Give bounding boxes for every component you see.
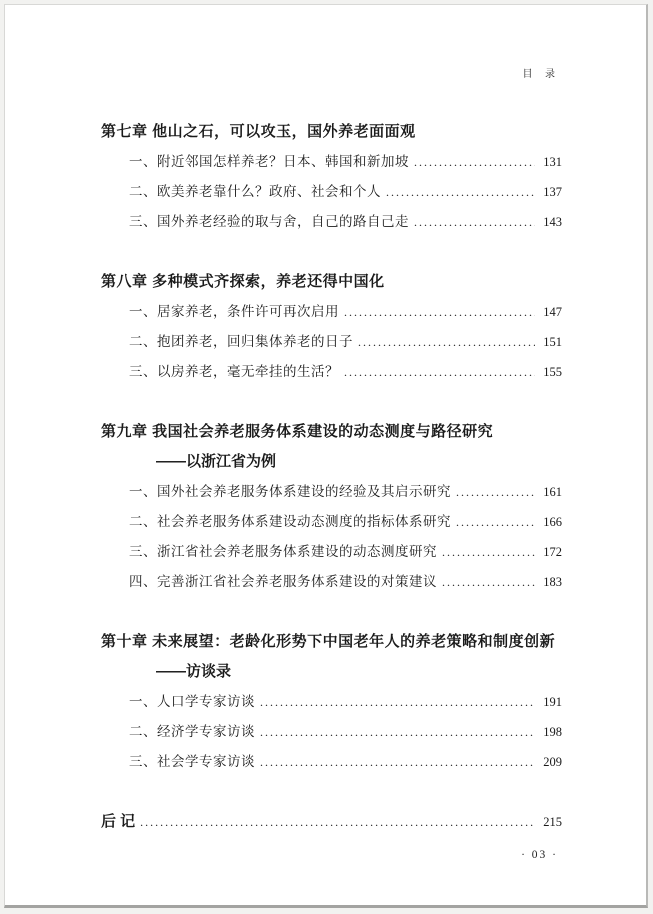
toc-entry [101,477,562,507]
chapter-8-section [101,267,562,387]
entry-page-number: 198 [543,725,562,739]
dot-leader [414,147,535,177]
toc-entry [101,147,562,177]
toc-entry [101,687,562,717]
chapter-10-section [101,627,562,777]
toc-entry [101,177,562,207]
toc-content [101,117,562,837]
chapter-title: 第九章 我国社会养老服务体系建设的动态测度与路径研究 [101,423,494,440]
dot-leader [414,207,535,237]
toc-entry [101,357,562,387]
entry-page-number: 183 [543,575,562,589]
toc-page [4,4,648,908]
entry-title: 三、国外养老经验的取与舍，自己的路自己走 [129,214,409,229]
entry-title: 一、附近邻国怎样养老？日本、韩国和新加坡 [129,154,409,169]
dot-leader [344,297,535,327]
dot-leader [456,477,535,507]
entry-title: 二、社会养老服务体系建设动态测度的指标体系研究 [129,514,451,529]
dot-leader [140,807,535,837]
chapter-7-section [101,117,562,237]
toc-entry [101,747,562,777]
backmatter-entry [101,807,562,837]
entry-page-number: 155 [543,365,562,379]
dot-leader [386,177,535,207]
dot-leader [442,567,535,597]
entry-title: 二、欧美养老靠什么？政府、社会和个人 [129,184,381,199]
chapter-subtitle: ——以浙江省为例 [156,453,277,470]
dot-leader [442,537,535,567]
chapter-title: 第七章 他山之石，可以攻玉，国外养老面面观 [101,123,416,140]
page-number: · 03 · [521,849,558,861]
entry-page-number: 147 [543,305,562,319]
dot-leader [260,747,535,777]
entry-title: 一、人口学专家访谈 [129,694,255,709]
toc-entry [101,207,562,237]
running-header: 目 录 [522,69,560,80]
entry-title: 一、国外社会养老服务体系建设的经验及其启示研究 [129,484,451,499]
dot-leader [260,717,535,747]
entry-title: 三、社会学专家访谈 [129,754,255,769]
entry-title: 一、居家养老，条件许可再次启用 [129,304,339,319]
dot-leader [456,507,535,537]
dot-leader [358,327,535,357]
entry-page-number: 137 [543,185,562,199]
entry-title: 二、经济学专家访谈 [129,724,255,739]
entry-page-number: 166 [543,515,562,529]
entry-title: 三、浙江省社会养老服务体系建设的动态测度研究 [129,544,437,559]
chapter-9-section [101,417,562,597]
entry-page-number: 215 [543,815,562,829]
entry-page-number: 191 [543,695,562,709]
entry-page-number: 151 [543,335,562,349]
entry-title: 二、抱团养老，回归集体养老的日子 [129,334,353,349]
dot-leader [344,357,535,387]
toc-entry [101,537,562,567]
dot-leader [260,687,535,717]
chapter-subtitle: ——访谈录 [156,663,232,680]
toc-entry [101,567,562,597]
entry-page-number: 209 [543,755,562,769]
toc-entry [101,507,562,537]
entry-page-number: 161 [543,485,562,499]
backmatter-title: 后 记 [101,813,136,830]
chapter-title: 第十章 未来展望：老龄化形势下中国老年人的养老策略和制度创新 [101,633,556,650]
entry-page-number: 172 [543,545,562,559]
entry-title: 四、完善浙江省社会养老服务体系建设的对策建议 [129,574,437,589]
chapter-title: 第八章 多种模式齐探索，养老还得中国化 [101,273,385,290]
toc-entry [101,717,562,747]
toc-entry [101,297,562,327]
entry-title: 三、以房养老，毫无牵挂的生活？ [129,364,339,379]
toc-entry [101,327,562,357]
entry-page-number: 143 [543,215,562,229]
entry-page-number: 131 [543,155,562,169]
